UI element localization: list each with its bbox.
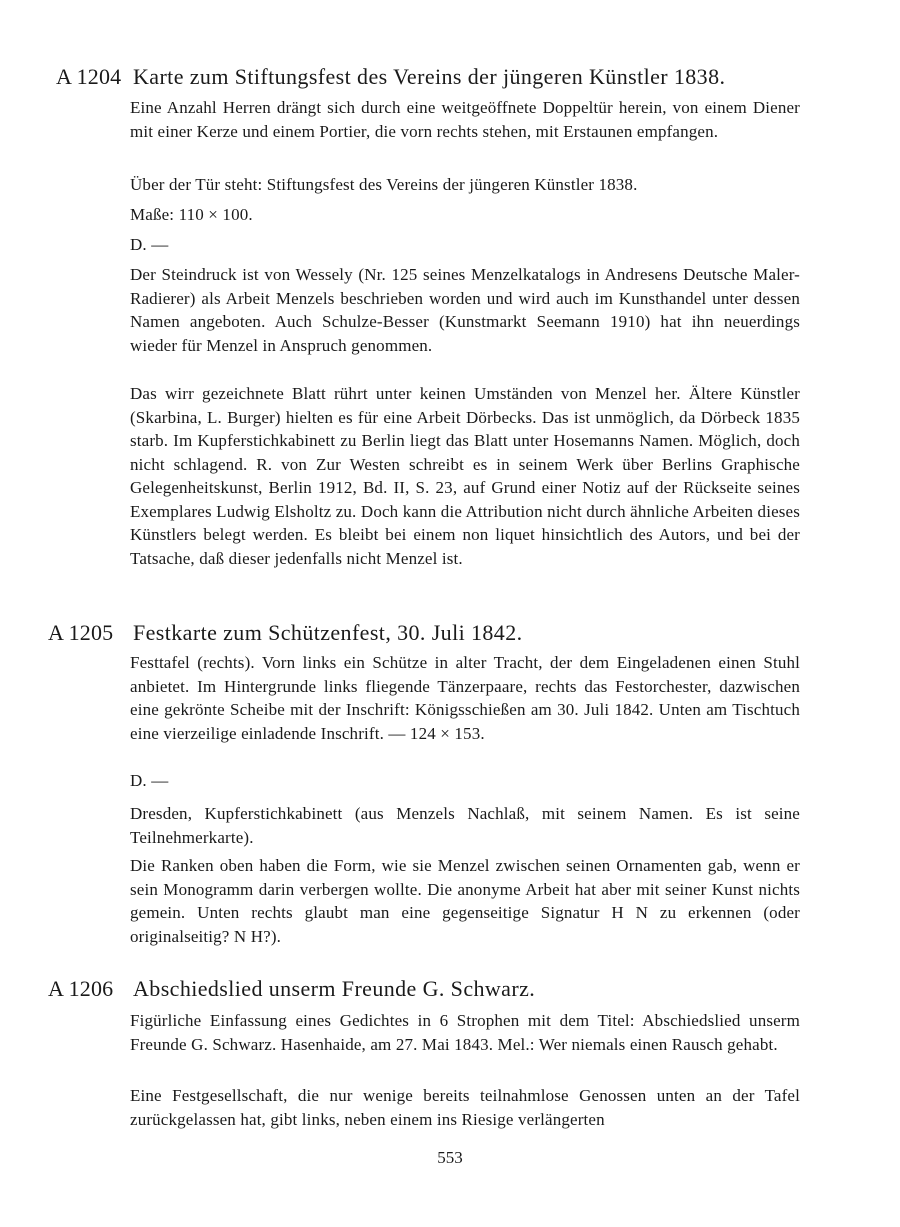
paragraph: Die Ranken oben haben die Form, wie sie Menzel zwischen seinen Ornamenten gab, wenn er sein Monogramm darin verbergen wollte. Die anonyme Arbeit hat aber mit seiner Kunst nichts gemein. Unten rechts glaubt man eine gegenseitige Signatur H N zu erkennen (oder originalseitig? N H?).	[130, 856, 800, 946]
entry-title: Karte zum Stiftungsfest des Vereins der jüngeren Künstler 1838.	[133, 64, 726, 89]
paragraph: Figürliche Einfassung eines Gedichtes in 6 Strophen mit dem Titel: Abschiedslied unserm Freunde G. Schwarz. Hasenhaide, am 27. Mai 1843. Mel.: Wer niemals einen Rausch gehabt.	[130, 1011, 800, 1054]
paragraph: Eine Festgesellschaft, die nur wenige bereits teilnahmlose Genossen unten an der Tafel zurückgelassen hat, gibt links, neben einem ins Riesige verlängerten	[130, 1086, 800, 1129]
entry-heading	[0, 64, 900, 98]
entry-a1205	[0, 620, 900, 654]
paragraph: Über der Tür steht: Stiftungsfest des Vereins der jüngeren Künstler 1838.	[130, 175, 638, 194]
entry-title: Festkarte zum Schützenfest, 30. Juli 1842.	[133, 620, 523, 645]
entry-number: A 1206	[48, 976, 114, 1001]
paragraph: Maße: 110 × 100.	[130, 205, 253, 224]
entry-heading	[0, 976, 900, 1010]
paragraph: Festtafel (rechts). Vorn links ein Schütze in alter Tracht, der dem Eingeladenen einen Stuhl anbietet. Im Hintergrunde links fliegende Tänzerpaare, rechts das Festorchester, dazwischen eine gekrönte Scheibe mit der Inschrift: Königsschießen am 30. Juli 1842. Unten am Tischtuch eine vierzeilige einladende Inschrift. — 124 × 153.	[130, 653, 800, 743]
entry-number: A 1205	[48, 620, 114, 645]
paragraph: Eine Anzahl Herren drängt sich durch eine weitgeöffnete Doppeltür herein, von einem Diener mit einer Kerze und einem Portier, die vorn rechts stehen, mit Erstaunen empfangen.	[130, 98, 800, 141]
entry-number: A 1204	[56, 64, 122, 89]
entry-a1204	[0, 64, 900, 98]
entry-a1206	[0, 976, 900, 1010]
paragraph: D. —	[130, 771, 169, 790]
paragraph: Der Steindruck ist von Wessely (Nr. 125 seines Menzelkatalogs in Andresens Deutsche Maler-Radierer) als Arbeit Menzels beschrieben worden und wird auch im Kunsthandel unter dessen Namen angeboten. Auch Schulze-Besser (Kunstmarkt Seemann 1910) hat ihn neuerdings wieder für Menzel in Anspruch genommen.	[130, 265, 800, 355]
paragraph: D. —	[130, 235, 169, 254]
paragraph: Dresden, Kupferstichkabinett (aus Menzels Nachlaß, mit seinem Namen. Es ist seine Teilnehmerkarte).	[130, 804, 800, 847]
paragraph: Das wirr gezeichnete Blatt rührt unter keinen Umständen von Menzel her. Ältere Künstler (Skarbina, L. Burger) hielten es für eine Arbeit Dörbecks. Das ist unmöglich, da Dörbeck 1835 starb. Im Kupferstichkabinett zu Berlin liegt das Blatt unter Hosemanns Namen. Möglich, doch nicht schlagend. R. von Zur Westen schreibt es in seinem Werk über Berlins Graphische Gelegenheitskunst, Berlin 1912, Bd. II, S. 23, auf Grund einer Notiz auf der Rückseite seines Exemplares Ludwig Elsholtz zu. Doch kann die Attribution nicht durch ähnliche Arbeiten dieses Künstlers belegt werden. Es bleibt bei einem non liquet hinsichtlich des Autors, und bei der Tatsache, daß dieser jedenfalls nicht Menzel ist.	[130, 384, 800, 568]
entry-heading	[0, 620, 900, 654]
page-number: 553	[437, 1148, 463, 1167]
entry-title: Abschiedslied unserm Freunde G. Schwarz.	[133, 976, 536, 1001]
